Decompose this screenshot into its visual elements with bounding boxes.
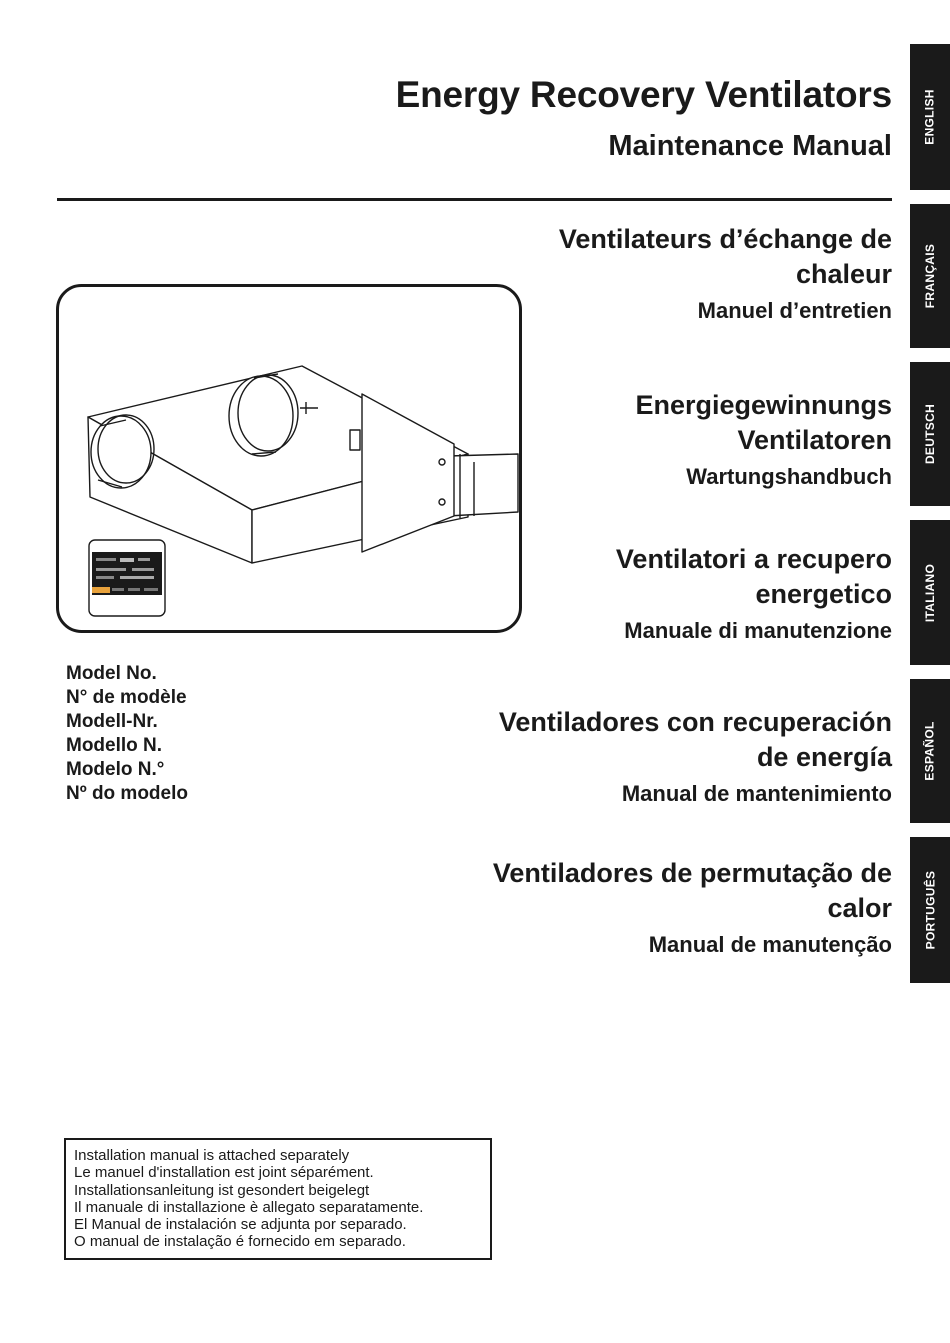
lang-title-line: Energiegewinnungs [635,390,892,420]
notice-line: Le manuel d'installation est joint séparément. [74,1164,374,1182]
lang-title-line: Ventilatoren [737,425,892,455]
lang-title-line: Ventilateurs d’échange de [558,224,892,254]
lang-subtitle: Wartungshandbuch [686,464,892,489]
tab-italiano[interactable]: ITALIANO [910,520,950,665]
lang-title-line: energetico [755,579,892,609]
lang-subtitle: Manual de manutenção [648,932,892,957]
model-number-labels [66,662,188,806]
model-label: Nº do modelo [66,783,188,804]
model-label: Modell-Nr. [66,711,158,732]
tab-espanol[interactable]: ESPAÑOL [910,679,950,823]
lang-subtitle: Manuel d’entretien [697,298,892,323]
lang-title-line: Ventiladores con recuperación [498,707,892,737]
lang-title-line: chaleur [795,259,892,289]
lang-title-line: Ventilatori a recupero [615,544,892,574]
lang-subtitle: Manuale di manutenzione [624,618,892,643]
lang-title-line: de energía [756,742,892,772]
notice-line: Il manuale di installazione è allegato separatamente. [74,1198,424,1216]
lang-title-line: Ventiladores de permutação de [492,858,892,888]
model-label: N° de modèle [66,687,187,708]
page-subtitle: Maintenance Manual [608,130,892,162]
product-illustration [56,284,522,633]
remote-controller [89,540,165,616]
notice-line: O manual de instalação é fornecido em separado. [74,1233,406,1251]
lang-title-line: calor [827,893,892,923]
page-title: Energy Recovery Ventilators [395,74,892,115]
notice-line: Installationsanleitung ist gesondert beigelegt [74,1181,370,1199]
notice-line: El Manual de instalación se adjunta por separado. [74,1216,407,1234]
model-label: Modello N. [66,735,163,756]
notice-line: Installation manual is attached separately [74,1147,350,1164]
installation-notice-box [64,1138,492,1260]
tab-francais[interactable]: FRANÇAIS [910,204,950,348]
tab-portugues[interactable]: PORTUGUÊS [910,837,950,983]
model-label: Model No. [66,663,157,684]
lang-block-portuguese [452,856,892,960]
model-label: Modelo N.° [66,759,165,780]
lang-subtitle: Manual de mantenimiento [621,781,892,806]
tab-english[interactable]: ENGLISH [910,44,950,190]
lang-block-spanish [452,705,892,809]
tab-deutsch[interactable]: DEUTSCH [910,362,950,506]
title-divider [57,198,892,201]
